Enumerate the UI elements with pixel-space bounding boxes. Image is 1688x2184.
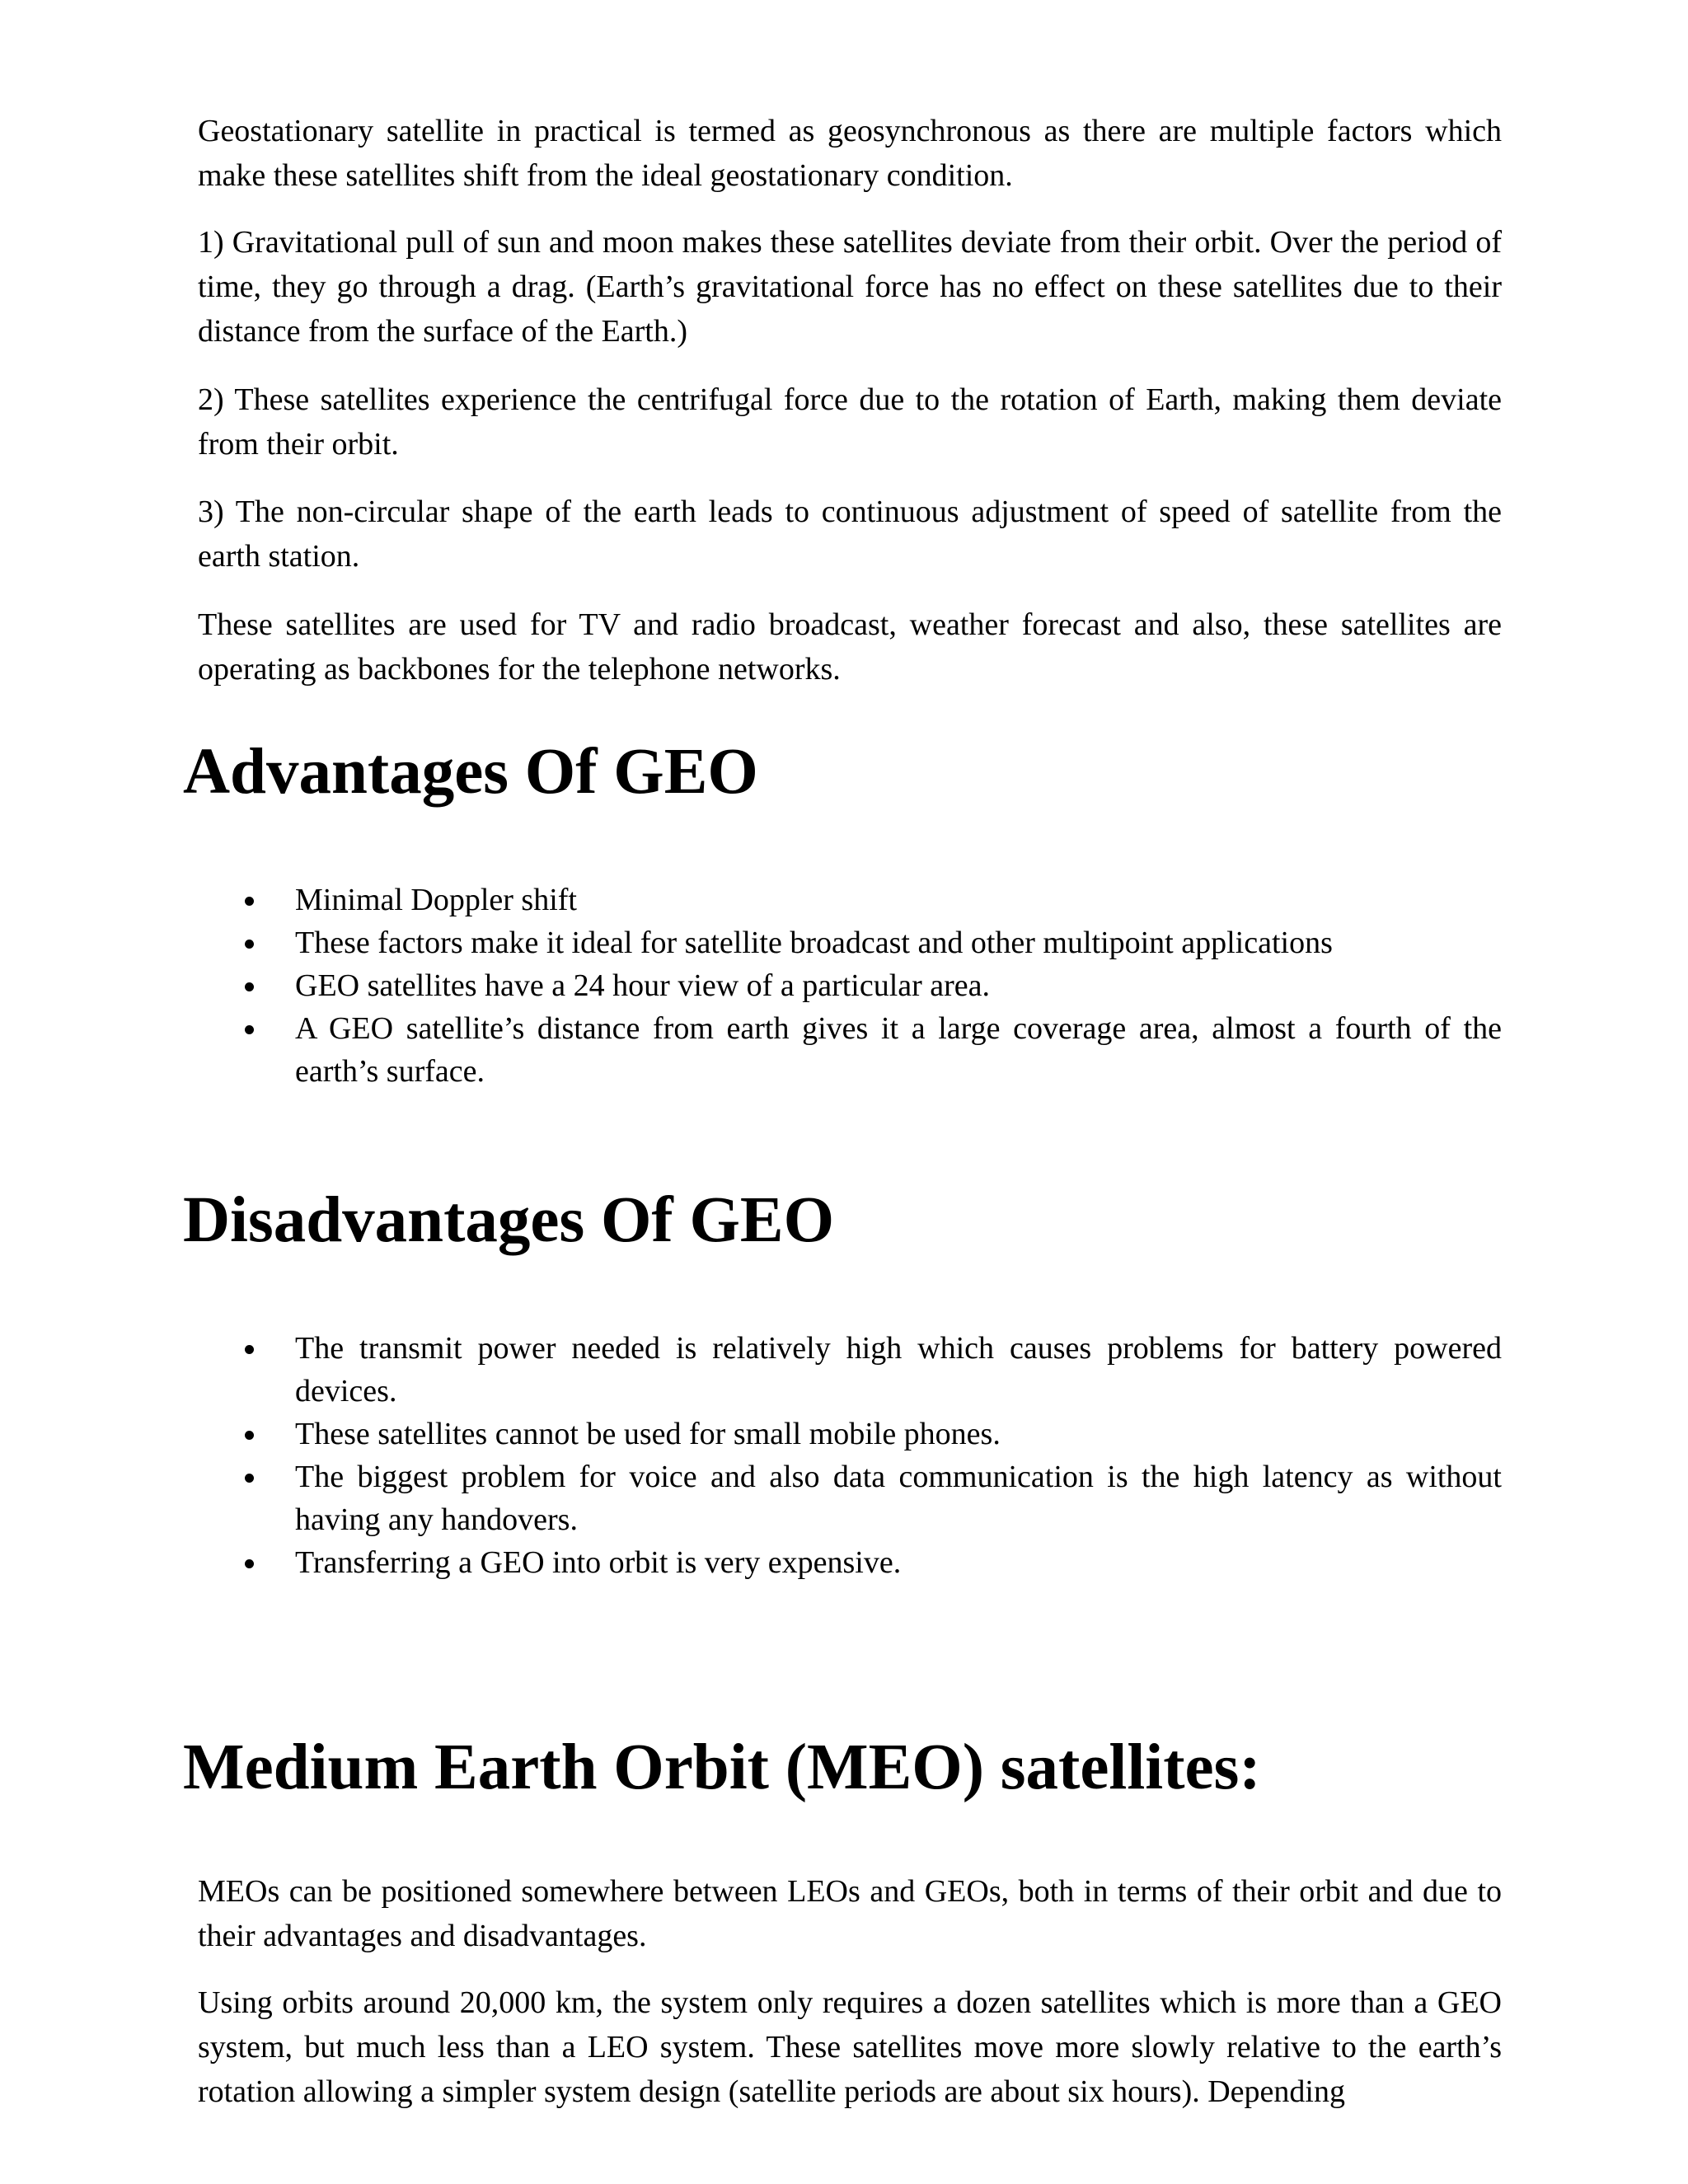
bullet-icon [245,1559,254,1568]
meo-heading: Medium Earth Orbit (MEO) satellites: [183,1732,1261,1803]
list-item: GEO satellites have a 24 hour view of a particular area. [198,964,1502,1007]
list-item: The biggest problem for voice and also data communication is the high latency as without having any handovers. [198,1455,1502,1541]
bullet-icon [245,897,254,906]
intro-paragraph-centrifugal-force: 2) These satellites experience the centrifugal force due to the rotation of Earth, making them deviate from their orbit. [198,382,1502,462]
intro-paragraph-uses: These satellites are used for TV and radio broadcast, weather forecast and also, these satellites are operating as backbones for the telephone networks. [198,607,1502,687]
bullet-icon [245,1025,254,1034]
list-item: A GEO satellite’s distance from earth gives it a large coverage area, almost a fourth of the earth’s surface. [198,1007,1502,1093]
list-item: Minimal Doppler shift [198,879,1502,921]
disadvantages-heading: Disadvantages Of GEO [183,1184,835,1256]
disadvantages-list [198,1327,1502,1584]
list-item: The transmit power needed is relatively high which causes problems for battery powered devices. [198,1327,1502,1413]
advantages-list [198,879,1502,1093]
meo-paragraph-positioning: MEOs can be positioned somewhere between LEOs and GEOs, both in terms of their orbit and due to their advantages and disadvantages. [198,1874,1502,1953]
intro-paragraph-gravitational-pull: 1) Gravitational pull of sun and moon makes these satellites deviate from their orbit. Over the period of time, they go through a drag. (Earth’s gravitational force has no effect on these satellites due to their distance from the surface of the Earth.) [198,225,1502,349]
bullet-icon [245,1474,254,1483]
intro-paragraph-geosynchronous: Geostationary satellite in practical is termed as geosynchronous as there are multiple factors which make these satellites shift from the ideal geostationary condition. [198,114,1502,193]
bullet-icon [245,1345,254,1354]
bullet-icon [245,982,254,991]
list-item: These satellites cannot be used for small mobile phones. [198,1413,1502,1455]
list-item: Transferring a GEO into orbit is very expensive. [198,1541,1502,1584]
bullet-icon [245,940,254,949]
list-item: These factors make it ideal for satellite broadcast and other multipoint applications [198,921,1502,964]
advantages-heading: Advantages Of GEO [183,736,758,808]
intro-paragraph-non-circular-shape: 3) The non-circular shape of the earth leads to continuous adjustment of speed of satellite from the earth station. [198,494,1502,574]
bullet-icon [245,1431,254,1440]
meo-paragraph-orbits: Using orbits around 20,000 km, the system only requires a dozen satellites which is more than a GEO system, but much less than a LEO system. These satellites move more slowly relative to the earth’s rotation allowing a simpler system design (satellite periods are about six hours). Depending [198,1985,1502,2109]
